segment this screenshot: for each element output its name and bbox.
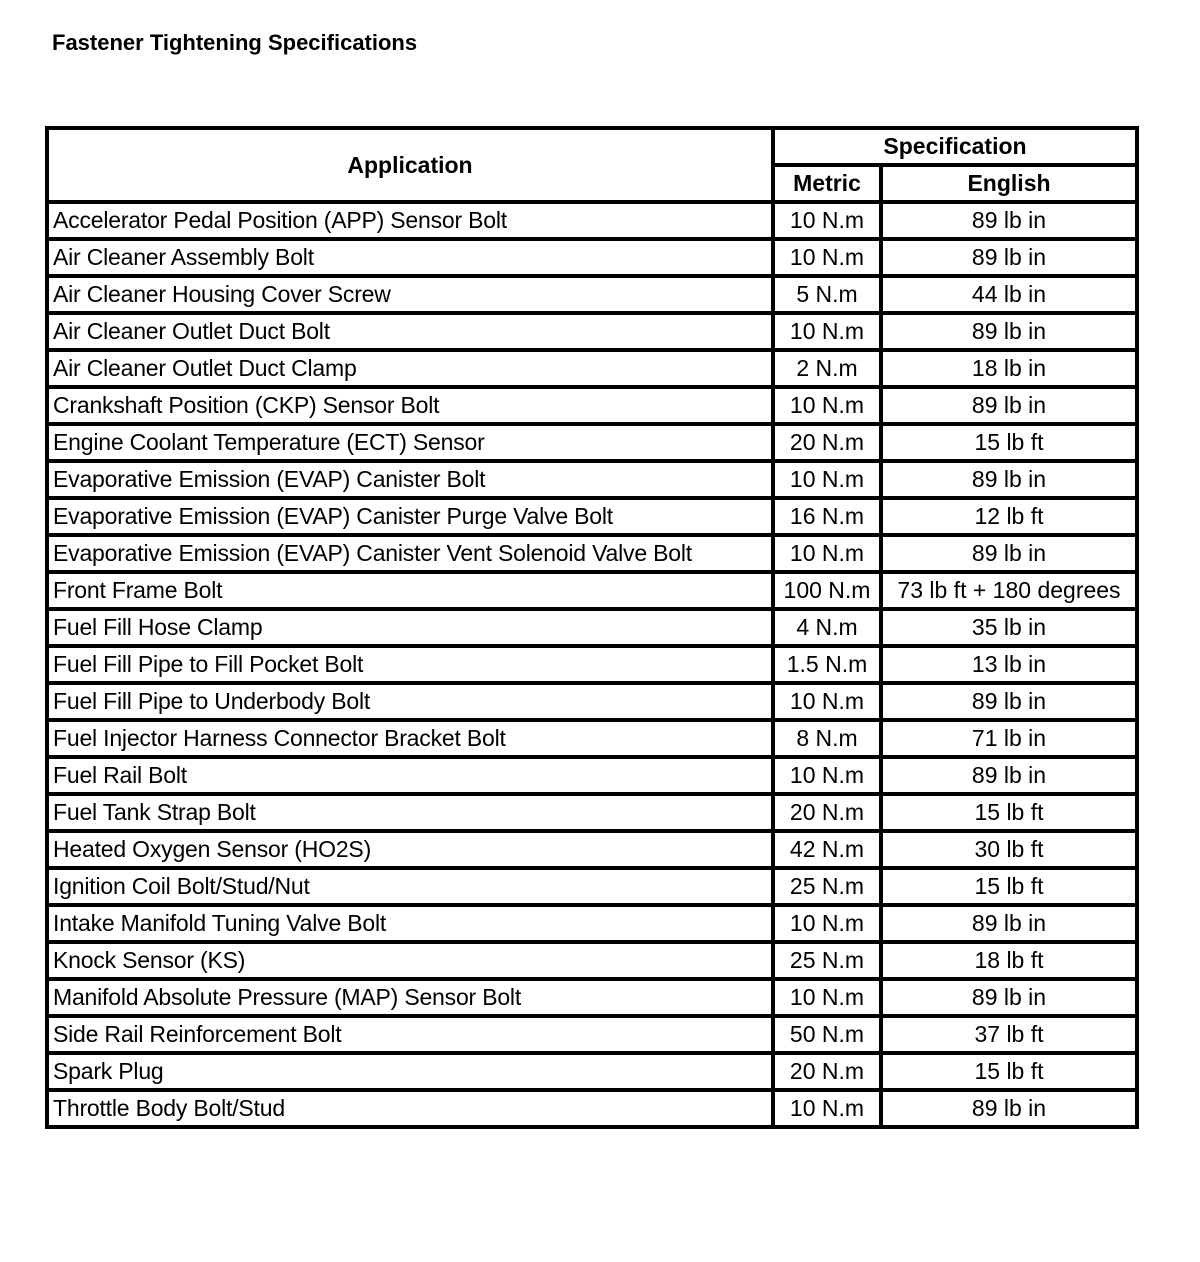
table-row [47, 979, 1137, 1016]
table-row [47, 720, 1137, 757]
application-cell: Engine Coolant Temperature (ECT) Sensor [47, 424, 773, 461]
table-row [47, 461, 1137, 498]
english-cell: 71 lb in [881, 720, 1137, 757]
english-cell: 37 lb ft [881, 1016, 1137, 1053]
metric-cell: 20 N.m [773, 794, 881, 831]
table-row [47, 868, 1137, 905]
application-cell: Fuel Injector Harness Connector Bracket Bolt [47, 720, 773, 757]
application-cell: Knock Sensor (KS) [47, 942, 773, 979]
table-row [47, 387, 1137, 424]
table-row [47, 313, 1137, 350]
metric-cell: 10 N.m [773, 905, 881, 942]
metric-cell: 20 N.m [773, 1053, 881, 1090]
application-cell: Evaporative Emission (EVAP) Canister Vent Solenoid Valve Bolt [47, 535, 773, 572]
table-row [47, 1090, 1137, 1127]
english-cell: 44 lb in [881, 276, 1137, 313]
header-application: Application [47, 128, 773, 202]
application-cell: Fuel Fill Hose Clamp [47, 609, 773, 646]
metric-cell: 10 N.m [773, 239, 881, 276]
english-cell: 89 lb in [881, 387, 1137, 424]
english-cell: 15 lb ft [881, 868, 1137, 905]
english-cell: 89 lb in [881, 313, 1137, 350]
english-cell: 12 lb ft [881, 498, 1137, 535]
application-cell: Crankshaft Position (CKP) Sensor Bolt [47, 387, 773, 424]
table-row [47, 572, 1137, 609]
header-row-1 [47, 128, 1137, 165]
metric-cell: 42 N.m [773, 831, 881, 868]
metric-cell: 10 N.m [773, 757, 881, 794]
table-row [47, 239, 1137, 276]
application-cell: Ignition Coil Bolt/Stud/Nut [47, 868, 773, 905]
table-row [47, 276, 1137, 313]
metric-cell: 5 N.m [773, 276, 881, 313]
table-row [47, 646, 1137, 683]
application-cell: Evaporative Emission (EVAP) Canister Purge Valve Bolt [47, 498, 773, 535]
english-cell: 89 lb in [881, 239, 1137, 276]
application-cell: Fuel Tank Strap Bolt [47, 794, 773, 831]
metric-cell: 10 N.m [773, 535, 881, 572]
header-specification: Specification [773, 128, 1137, 165]
table-row [47, 942, 1137, 979]
english-cell: 15 lb ft [881, 424, 1137, 461]
application-cell: Fuel Rail Bolt [47, 757, 773, 794]
metric-cell: 4 N.m [773, 609, 881, 646]
application-cell: Air Cleaner Housing Cover Screw [47, 276, 773, 313]
application-cell: Air Cleaner Outlet Duct Bolt [47, 313, 773, 350]
english-cell: 13 lb in [881, 646, 1137, 683]
metric-cell: 10 N.m [773, 461, 881, 498]
application-cell: Evaporative Emission (EVAP) Canister Bolt [47, 461, 773, 498]
english-cell: 89 lb in [881, 905, 1137, 942]
metric-cell: 10 N.m [773, 313, 881, 350]
application-cell: Manifold Absolute Pressure (MAP) Sensor Bolt [47, 979, 773, 1016]
english-cell: 89 lb in [881, 1090, 1137, 1127]
table-body [47, 202, 1137, 1127]
table-row [47, 794, 1137, 831]
table-row [47, 905, 1137, 942]
table-row [47, 535, 1137, 572]
header-english: English [881, 165, 1137, 202]
english-cell: 30 lb ft [881, 831, 1137, 868]
metric-cell: 16 N.m [773, 498, 881, 535]
table-row [47, 498, 1137, 535]
english-cell: 89 lb in [881, 535, 1137, 572]
english-cell: 73 lb ft + 180 degrees [881, 572, 1137, 609]
metric-cell: 25 N.m [773, 868, 881, 905]
application-cell: Accelerator Pedal Position (APP) Sensor Bolt [47, 202, 773, 239]
table-row [47, 424, 1137, 461]
table-row [47, 609, 1137, 646]
application-cell: Throttle Body Bolt/Stud [47, 1090, 773, 1127]
english-cell: 35 lb in [881, 609, 1137, 646]
english-cell: 89 lb in [881, 757, 1137, 794]
metric-cell: 8 N.m [773, 720, 881, 757]
application-cell: Air Cleaner Outlet Duct Clamp [47, 350, 773, 387]
page-title: Fastener Tightening Specifications [52, 30, 418, 55]
english-cell: 18 lb in [881, 350, 1137, 387]
application-cell: Fuel Fill Pipe to Fill Pocket Bolt [47, 646, 773, 683]
english-cell: 89 lb in [881, 461, 1137, 498]
english-cell: 89 lb in [881, 202, 1137, 239]
application-cell: Fuel Fill Pipe to Underbody Bolt [47, 683, 773, 720]
application-cell: Air Cleaner Assembly Bolt [47, 239, 773, 276]
table-row [47, 350, 1137, 387]
application-cell: Front Frame Bolt [47, 572, 773, 609]
application-cell: Intake Manifold Tuning Valve Bolt [47, 905, 773, 942]
table-row [47, 683, 1137, 720]
metric-cell: 10 N.m [773, 683, 881, 720]
english-cell: 15 lb ft [881, 794, 1137, 831]
table-row [47, 831, 1137, 868]
english-cell: 15 lb ft [881, 1053, 1137, 1090]
english-cell: 18 lb ft [881, 942, 1137, 979]
application-cell: Spark Plug [47, 1053, 773, 1090]
table-row [47, 202, 1137, 239]
table-row [47, 757, 1137, 794]
metric-cell: 10 N.m [773, 202, 881, 239]
metric-cell: 10 N.m [773, 979, 881, 1016]
metric-cell: 10 N.m [773, 1090, 881, 1127]
metric-cell: 25 N.m [773, 942, 881, 979]
application-cell: Heated Oxygen Sensor (HO2S) [47, 831, 773, 868]
english-cell: 89 lb in [881, 979, 1137, 1016]
table-row [47, 1016, 1137, 1053]
application-cell: Side Rail Reinforcement Bolt [47, 1016, 773, 1053]
metric-cell: 50 N.m [773, 1016, 881, 1053]
metric-cell: 10 N.m [773, 387, 881, 424]
metric-cell: 2 N.m [773, 350, 881, 387]
english-cell: 89 lb in [881, 683, 1137, 720]
metric-cell: 100 N.m [773, 572, 881, 609]
fastener-spec-table [45, 126, 1139, 1129]
header-metric: Metric [773, 165, 881, 202]
metric-cell: 1.5 N.m [773, 646, 881, 683]
table-row [47, 1053, 1137, 1090]
metric-cell: 20 N.m [773, 424, 881, 461]
